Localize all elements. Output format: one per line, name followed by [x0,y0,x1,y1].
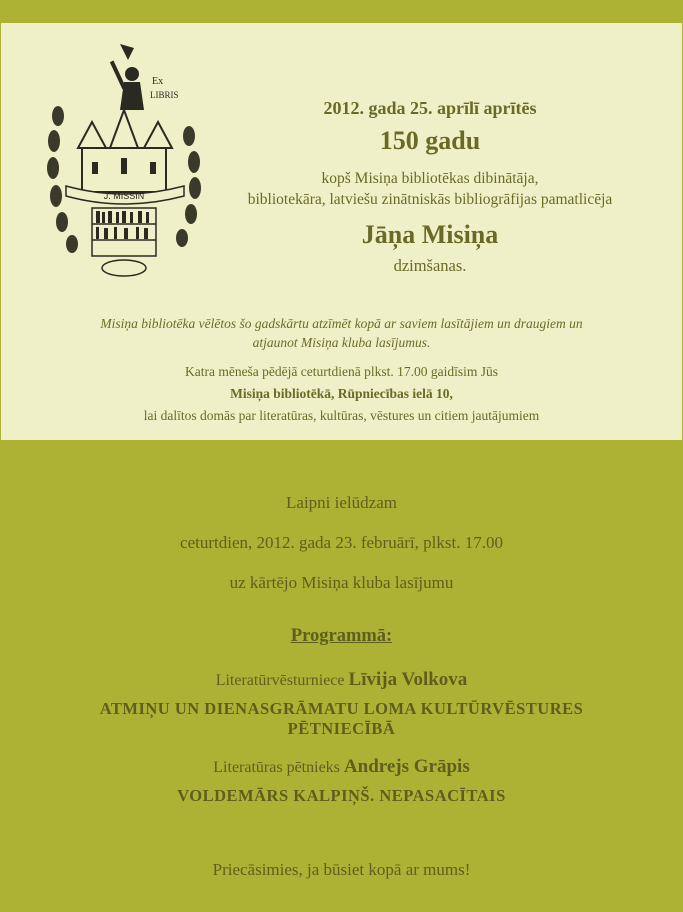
founder-name: Jāņa Misiņa [361,220,499,249]
monthly-line-1: Katra mēneša pēdējā ceturtdienā plkst. 17.00 gaidīsim Jūs [184,364,499,379]
description-line-2: bibliotekāra, latviešu zinātniskās bibliogrāfijas pamatlicēja [247,191,613,208]
exlibris-banner: J. MISSIN [103,191,145,201]
anniversary-date: 2012. gada 25. aprīlī aprītēs [323,98,537,118]
speaker-2-role: Literatūras pētnieks [213,759,344,776]
intro-italic-line-1: Misiņa bibliotēka vēlētos šo gadskārtu atzīmēt kopā ar saviem lasītājiem un draugiem un [100,316,583,331]
exlibris-illustration [44,36,204,286]
closing-text: Priecāsimies, ja būsiet kopā ar mums! [212,860,471,879]
monthly-line-2 [40,383,643,405]
monthly-line-3: lai dalītos domās par literatūras, kultūras, vēstures un citiem jautājumiem [143,408,540,423]
speaker-1-title: ATMIŅU UN DIENASGRĀMATU LOMA KULTŪRVĒSTURES PĒTNIECĪBĀ [99,699,584,738]
event-description: uz kārtējo Misiņa kluba lasījumu [229,573,454,592]
program-heading: Programmā: [290,626,393,646]
anniversary-years: 150 gadu [379,126,481,155]
exlibris-libris: LIBRIS [150,90,179,100]
speaker-2 [0,756,683,778]
speaker-1-name: Līvija Volkova [348,669,468,690]
birth-text: dzimšanas. [393,256,467,275]
speaker-1-role: Literatūrvēsturniece [215,672,349,689]
founder-description [205,168,655,210]
intro-italic-line-2: atjaunot Misiņa kluba lasījumus. [252,335,431,350]
speaker-2-name: Andrejs Grāpis [343,756,470,777]
speaker-2-title: VOLDEMĀRS KALPIŅŠ. NEPASACĪTAIS [177,786,506,805]
event-date: ceturtdien, 2012. gada 23. februārī, plkst. 17.00 [180,533,503,552]
monthly-info [40,361,643,427]
speaker-1 [0,669,683,691]
intro-italic [40,314,643,352]
welcome-text: Laipni ielūdzam [286,493,397,512]
library-address: Misiņa bibliotēkā, Rūpniecības ielā 10, [230,386,453,401]
top-band [0,0,683,23]
description-line-1: kopš Misiņa bibliotēkas dibinātāja, [321,170,539,187]
exlibris-ex: Ex [152,76,164,87]
